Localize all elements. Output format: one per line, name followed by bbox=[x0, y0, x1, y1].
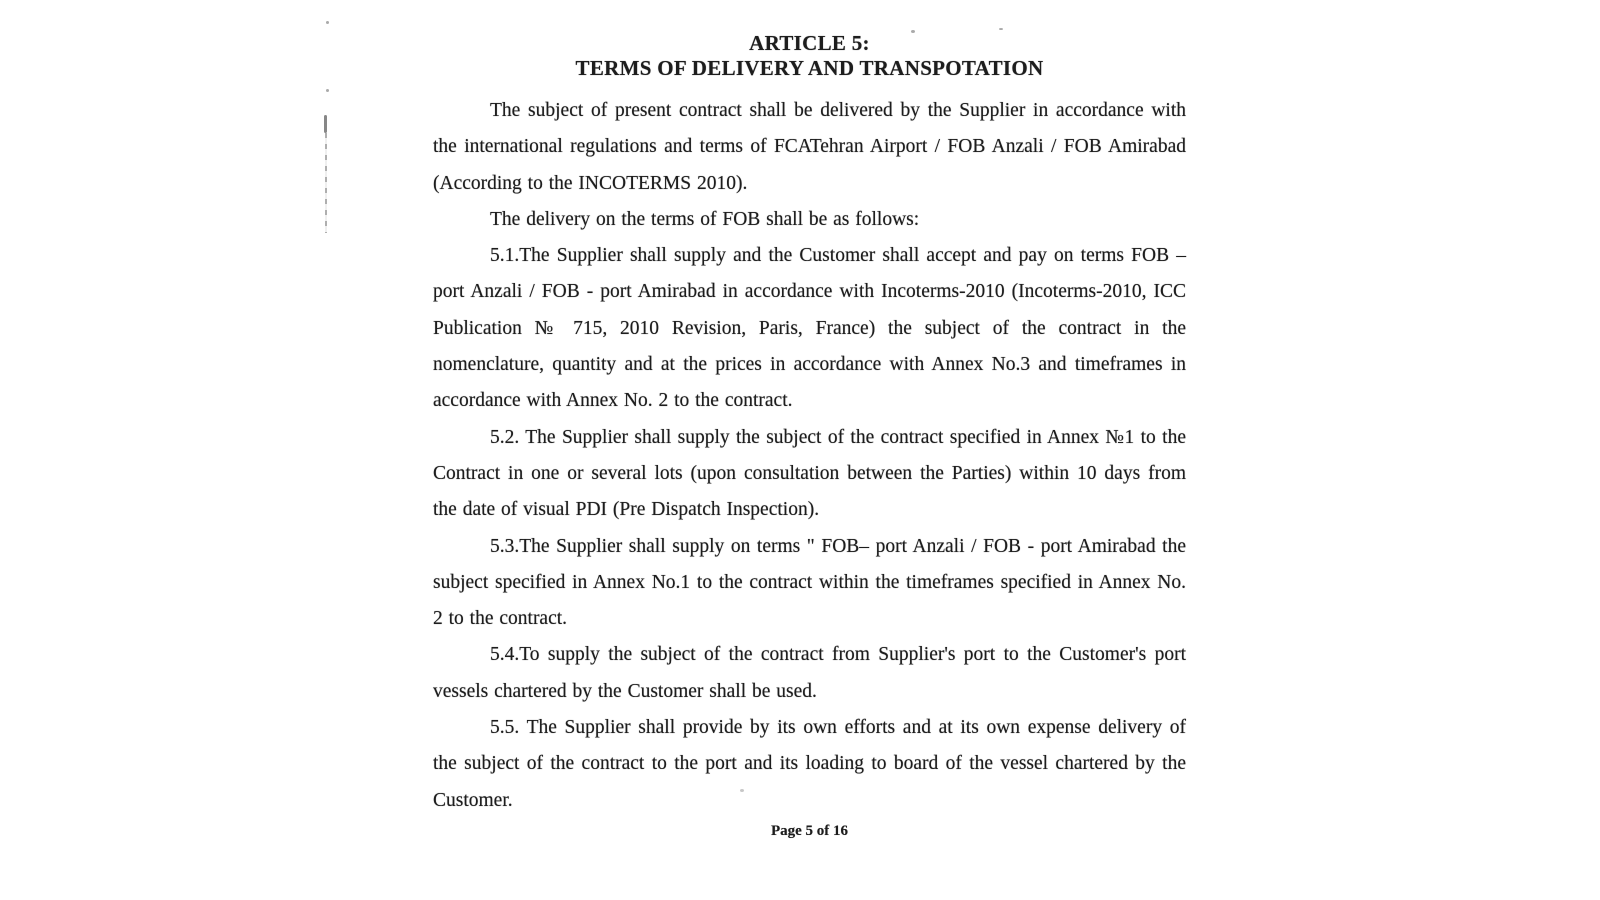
article-title: ARTICLE 5: bbox=[749, 31, 870, 55]
paragraph-clause-5-3: 5.3.The Supplier shall supply on terms " FOB– port Anzali / FOB - port Amirabad the subject specified in Annex No.1 to the contract within the timeframes specified in Annex No. 2 to the contract. bbox=[433, 535, 1186, 630]
article-heading bbox=[433, 31, 1186, 81]
scan-artifact-speck-4 bbox=[999, 28, 1003, 30]
paragraph-delivery-lead: The delivery on the terms of FOB shall be as follows: bbox=[490, 208, 920, 230]
paragraph-clause-5-5: 5.5. The Supplier shall provide by its own efforts and at its own expense delivery of the subject of the contract to the port and its loading to board of the vessel chartered by the Customer. bbox=[433, 717, 1186, 811]
paragraph-clause-5-4: 5.4.To supply the subject of the contract from Supplier's port to the Customer's port vessels chartered by the Customer shall be used. bbox=[433, 644, 1186, 702]
paragraph-clause-5-1: 5.1.The Supplier shall supply and the Customer shall accept and pay on terms FOB – port Anzali / FOB - port Amirabad in accordance with Incoterms-2010 (Incoterms-2010, ICC Publication № 715, 2010 Revision, Paris, France) the subject of the contract in the nomenclature, quantity and at the prices in accordance with Annex No.3 and timeframes in accordance with Annex No. 2 to the contract. bbox=[433, 245, 1186, 412]
paragraph-clause-5-2: 5.2. The Supplier shall supply the subject of the contract specified in Annex №1 to the Contract in one or several lots (upon consultation between the Parties) within 10 days from the date of visual PDI (Pre Dispatch Inspection). bbox=[433, 426, 1186, 521]
scan-artifact-binding-mark bbox=[324, 115, 327, 133]
scan-artifact-speck-1 bbox=[326, 21, 329, 24]
article-subtitle: TERMS OF DELIVERY AND TRANSPOTATION bbox=[575, 56, 1044, 80]
scan-artifact-speck-2 bbox=[326, 89, 329, 92]
scan-artifact-dashed-line bbox=[325, 133, 327, 233]
article-body bbox=[433, 93, 1186, 819]
document-page bbox=[433, 31, 1186, 841]
paragraph-intro: The subject of present contract shall be delivered by the Supplier in accordance with the international regulations and terms of FCATehran Airport / FOB Anzali / FOB Amirabad (According to the INCOTERMS 2010). bbox=[433, 100, 1186, 194]
page-number: Page 5 of 16 bbox=[770, 822, 849, 839]
